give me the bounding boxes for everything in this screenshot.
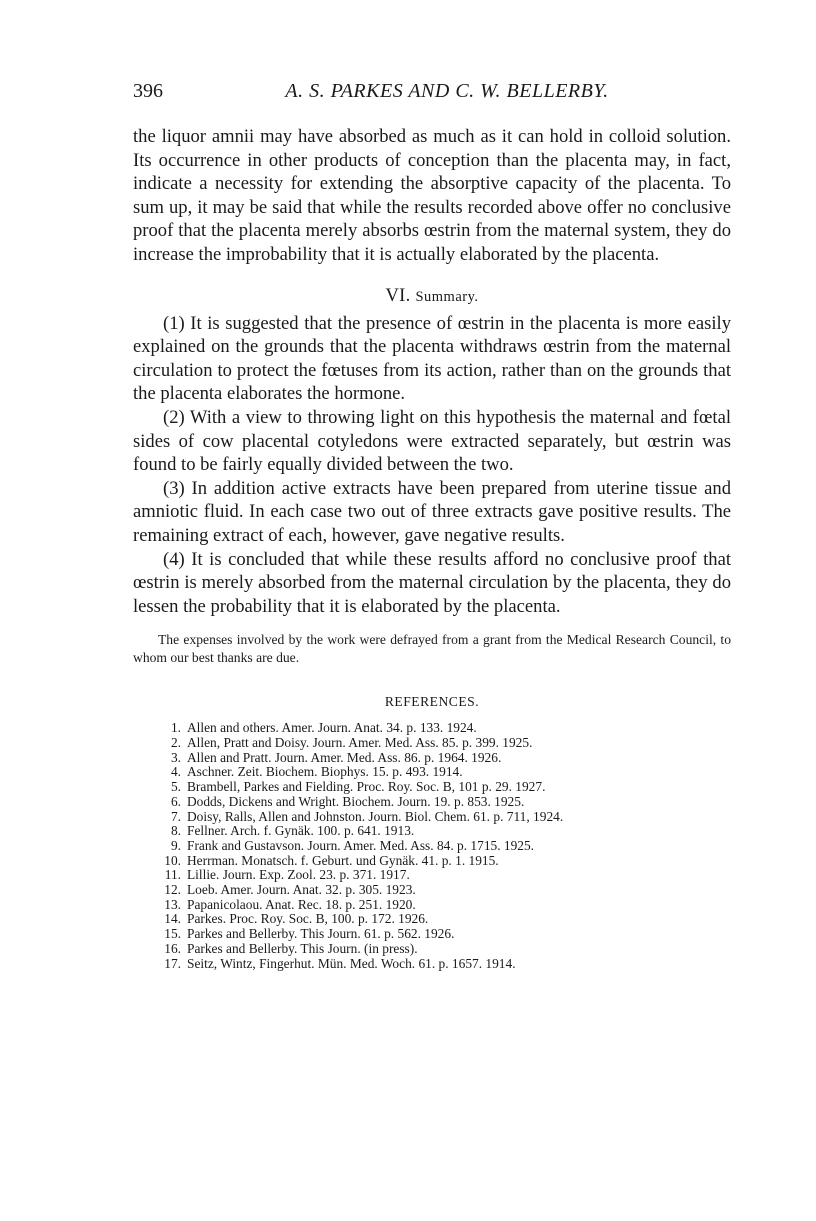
reference-number: 15. [164, 926, 181, 942]
reference-number: 7. [170, 808, 181, 824]
references-list [133, 721, 731, 971]
reference-text: Allen and others. Amer. Journ. Anat. 34. p. 133. 1924. [187, 720, 477, 736]
reference-number: 11. [164, 867, 181, 883]
reference-text: Fellner. Arch. f. Gynäk. 100. p. 641. 1913. [187, 823, 415, 839]
reference-text: Parkes and Bellerby. This Journ. 61. p. 562. 1926. [187, 926, 455, 942]
reference-text: Parkes and Bellerby. This Journ. (in press). [187, 940, 418, 956]
reference-item [133, 927, 731, 942]
reference-text: Frank and Gustavson. Journ. Amer. Med. Ass. 84. p. 1715. 1925. [187, 837, 535, 853]
reference-item [133, 721, 731, 736]
reference-item [133, 912, 731, 927]
reference-item [133, 736, 731, 751]
reference-item [133, 883, 731, 898]
reference-text: Seitz, Wintz, Fingerhut. Mün. Med. Woch. 61. p. 1657. 1914. [187, 955, 516, 971]
reference-number: 2. [170, 734, 181, 750]
reference-text: Allen and Pratt. Journ. Amer. Med. Ass. 86. p. 1964. 1926. [187, 749, 502, 765]
page-header [133, 80, 731, 110]
reference-text: Parkes. Proc. Roy. Soc. B, 100. p. 172. 1926. [187, 911, 429, 927]
page [133, 80, 731, 971]
section-numeral: VI. [385, 285, 411, 306]
reference-text: Brambell, Parkes and Fielding. Proc. Roy. Soc. B, 101 p. 29. 1927. [187, 779, 546, 795]
reference-number: 4. [170, 764, 181, 780]
reference-number: 12. [164, 882, 181, 898]
page-number: 396 [133, 80, 163, 102]
continuation-paragraph: the liquor amnii may have absorbed as much as it can hold in colloid solution. Its occurrence in other products of conception than the placenta may, in fact, indicate a necessity for extending the absorptive capacity of the placenta. To sum up, it may be said that while the results recorded above offer no conclusive proof that the placenta merely absorbs œstrin from the maternal system, they do increase the improbability that it is actually elaborated by the placenta. [133, 126, 731, 265]
summary-item-2: (2) With a view to throwing light on this hypothesis the maternal and fœtal sides of cow placental cotyledons were extracted separately, but œstrin was found to be fairly equally divided between the two. [133, 406, 731, 476]
summary-item-1: (1) It is suggested that the presence of œstrin in the placenta is more easily explained on the grounds that the placenta withdraws œstrin from the maternal circulation to protect the fœtuses from its action, rather than on the grounds that the placenta elaborates the hormone. [133, 312, 731, 405]
running-head: A. S. PARKES AND C. W. BELLERBY. [285, 80, 609, 102]
reference-number: 14. [164, 911, 181, 927]
reference-item [133, 765, 731, 780]
reference-text: Herrman. Monatsch. f. Geburt. und Gynäk. 41. p. 1. 1915. [187, 852, 499, 868]
reference-number: 6. [170, 793, 181, 809]
reference-item [133, 868, 731, 883]
summary-item-4: (4) It is concluded that while these results afford no conclusive proof that œstrin is merely absorbed from the maternal circulation by the placenta, they do lessen the probability that it is elaborated by the placenta. [133, 548, 731, 617]
reference-number: 9. [170, 837, 181, 853]
reference-item [133, 751, 731, 766]
reference-item [133, 942, 731, 957]
reference-number: 1. [170, 720, 181, 736]
reference-number: 17. [164, 955, 181, 971]
reference-text: Lillie. Journ. Exp. Zool. 23. p. 371. 1917. [187, 867, 410, 883]
reference-number: 10. [164, 852, 181, 868]
reference-item [133, 898, 731, 913]
reference-item [133, 957, 731, 972]
section-title: Summary. [415, 288, 479, 305]
reference-item [133, 810, 731, 825]
references-heading: REFERENCES. [384, 694, 480, 710]
reference-text: Doisy, Ralls, Allen and Johnston. Journ. Biol. Chem. 61. p. 711, 1924. [187, 808, 564, 824]
reference-number: 5. [170, 779, 181, 795]
reference-text: Dodds, Dickens and Wright. Biochem. Journ. 19. p. 853. 1925. [187, 793, 525, 809]
summary-item-3: (3) In addition active extracts have been prepared from uterine tissue and amniotic fluid. In each case two out of three extracts gave positive results. The remaining extract of each, however, gave negative results. [133, 477, 731, 546]
reference-number: 8. [170, 823, 181, 839]
reference-item [133, 824, 731, 839]
reference-text: Allen, Pratt and Doisy. Journ. Amer. Med. Ass. 85. p. 399. 1925. [187, 734, 533, 750]
reference-item [133, 854, 731, 869]
reference-item [133, 839, 731, 854]
reference-number: 13. [164, 896, 181, 912]
reference-item [133, 795, 731, 810]
acknowledgement: The expenses involved by the work were defrayed from a grant from the Medical Research Council, to whom our best thanks are due. [133, 632, 731, 666]
reference-number: 3. [170, 749, 181, 765]
reference-item [133, 780, 731, 795]
reference-text: Loeb. Amer. Journ. Anat. 32. p. 305. 1923. [187, 882, 416, 898]
reference-text: Papanicolaou. Anat. Rec. 18. p. 251. 1920. [187, 896, 416, 912]
reference-number: 16. [164, 940, 181, 956]
reference-text: Aschner. Zeit. Biochem. Biophys. 15. p. 493. 1914. [187, 764, 463, 780]
section-heading-summary [133, 286, 731, 307]
